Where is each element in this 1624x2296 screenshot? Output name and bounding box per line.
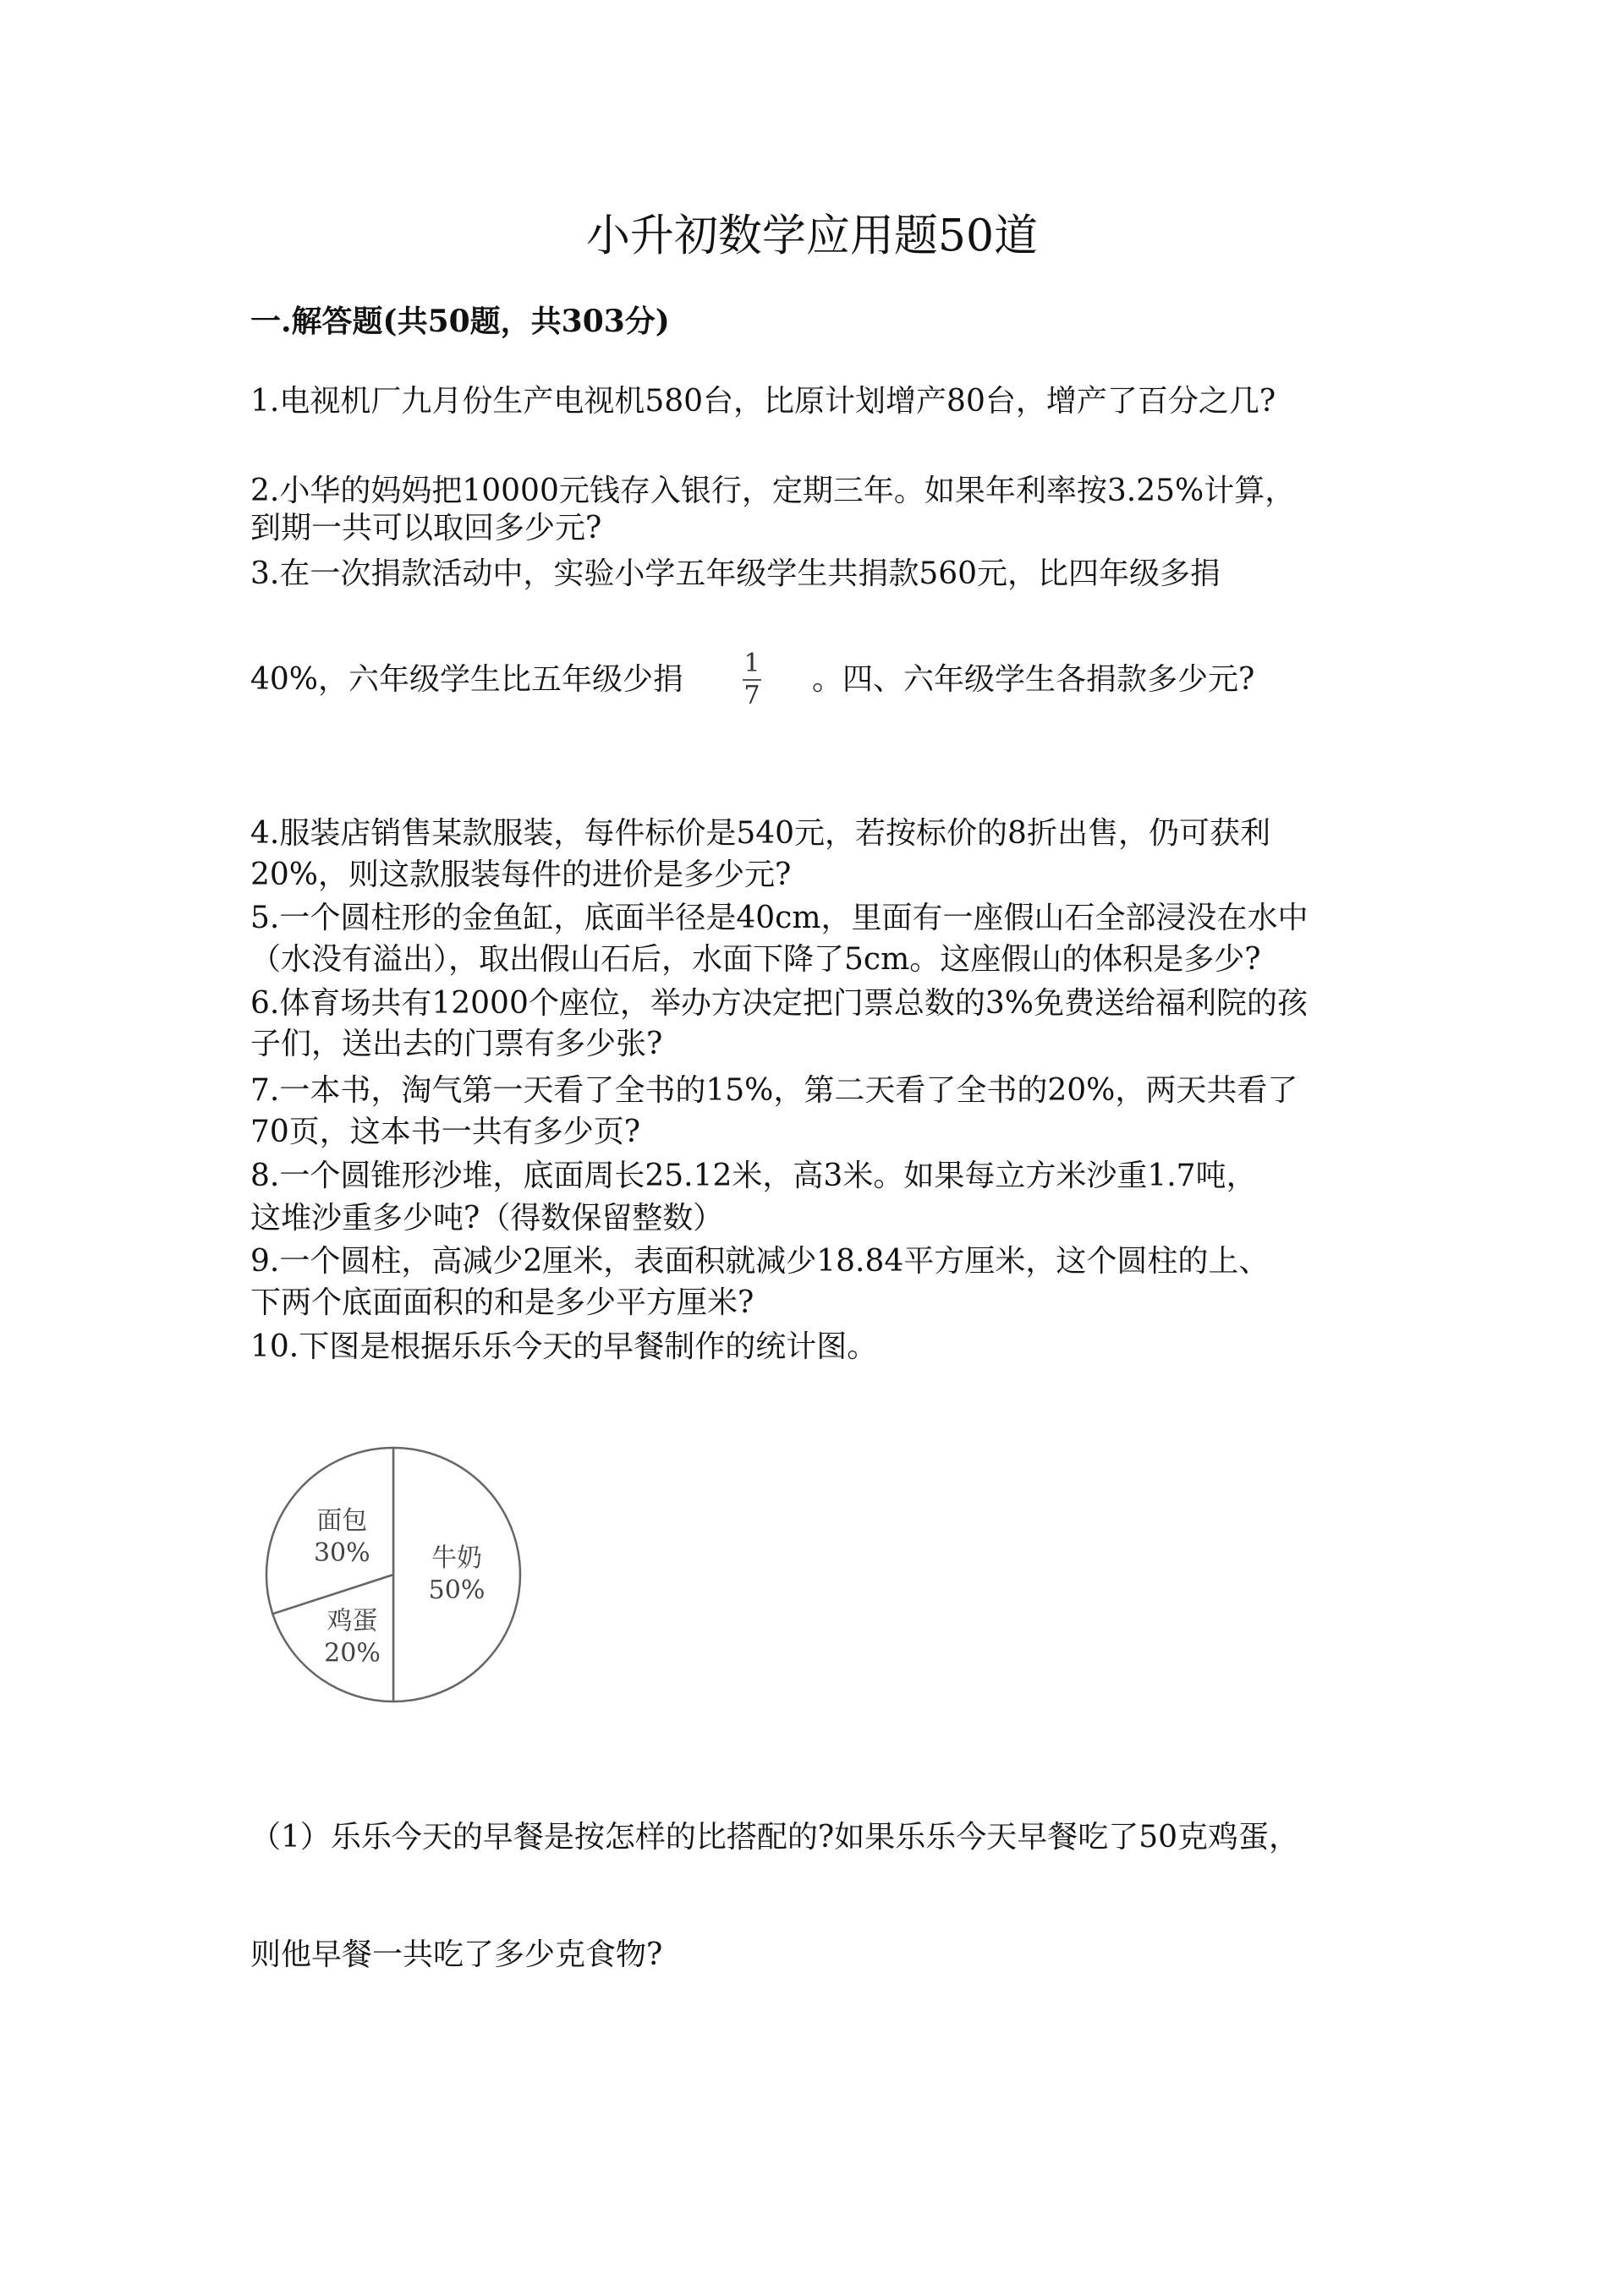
pie-category-label: 面包 (316, 1505, 368, 1536)
question-9-line-2: 下两个底面面积的和是多少平方厘米? (250, 1285, 754, 1320)
question-7-line-1: 7.一本书，淘气第一天看了全书的15%，第二天看了全书的20%，两天共看了 (250, 1073, 1298, 1108)
pie-value-label: 30% (313, 1537, 370, 1568)
question-5-line-1: 5.一个圆柱形的金鱼缸，底面半径是40cm，里面有一座假山石全部浸没在水中 (250, 901, 1309, 935)
question-7-line-2: 70页，这本书一共有多少页? (250, 1115, 641, 1149)
question-3-line-2b: 。四、六年级学生各捐款多少元? (812, 662, 1255, 697)
question-6-line-1: 6.体育场共有12000个座位，举办方决定把门票总数的3%免费送给福利院的孩 (250, 986, 1308, 1021)
question-8-line-2: 这堆沙重多少吨?（得数保留整数） (250, 1201, 724, 1236)
pie-category-label: 鸡蛋 (326, 1606, 378, 1636)
page-title: 小升初数学应用题50道 (585, 211, 1039, 262)
question-2-line-2: 到期一共可以取回多少元? (250, 511, 602, 545)
pie-category-label: 牛奶 (431, 1543, 482, 1573)
fraction-one-seventh (743, 650, 761, 710)
question-4-line-1: 4.服装店销售某款服装，每件标价是540元，若按标价的8折出售，仍可获利 (250, 816, 1270, 851)
question-10: 10.下图是根据乐乐今天的早餐制作的统计图。 (250, 1329, 878, 1364)
pie-slice-0 (393, 1448, 520, 1701)
breakfast-pie-chart (254, 1438, 541, 1717)
question-3-line-1: 3.在一次捐款活动中，实验小学五年级学生共捐款560元，比四年级多捐 (250, 556, 1221, 591)
question-2-line-1: 2.小华的妈妈把10000元钱存入银行，定期三年。如果年利率按3.25%计算， (250, 474, 1296, 508)
question-5-line-2: （水没有溢出），取出假山石后，水面下降了5cm。这座假山的体积是多少? (250, 942, 1261, 977)
sub-question-1-line-2: 则他早餐一共吃了多少克食物? (250, 1937, 663, 1972)
question-8-line-1: 8.一个圆锥形沙堆，底面周长25.12米，高3米。如果每立方米沙重1.7吨， (250, 1159, 1257, 1193)
question-4-line-2: 20%，则这款服装每件的进价是多少元? (250, 858, 792, 892)
fraction-numerator: 1 (743, 649, 760, 678)
question-3-line-2a: 40%，六年级学生比五年级少捐 (250, 662, 684, 697)
section-heading: 一.解答题(共50题，共303分) (250, 304, 670, 339)
question-1: 1.电视机厂九月份生产电视机580台，比原计划增产80台，增产了百分之几? (250, 384, 1276, 419)
sub-question-1-line-1: （1）乐乐今天的早餐是按怎样的比搭配的?如果乐乐今天早餐吃了50克鸡蛋， (250, 1820, 1300, 1855)
pie-value-label: 20% (324, 1638, 381, 1669)
question-6-line-2: 子们，送出去的门票有多少张? (250, 1027, 663, 1061)
pie-value-label: 50% (428, 1575, 486, 1605)
fraction-denominator: 7 (743, 681, 760, 710)
question-9-line-1: 9.一个圆柱，高减少2厘米，表面积就减少18.84平方厘米，这个圆柱的上、 (250, 1244, 1270, 1279)
